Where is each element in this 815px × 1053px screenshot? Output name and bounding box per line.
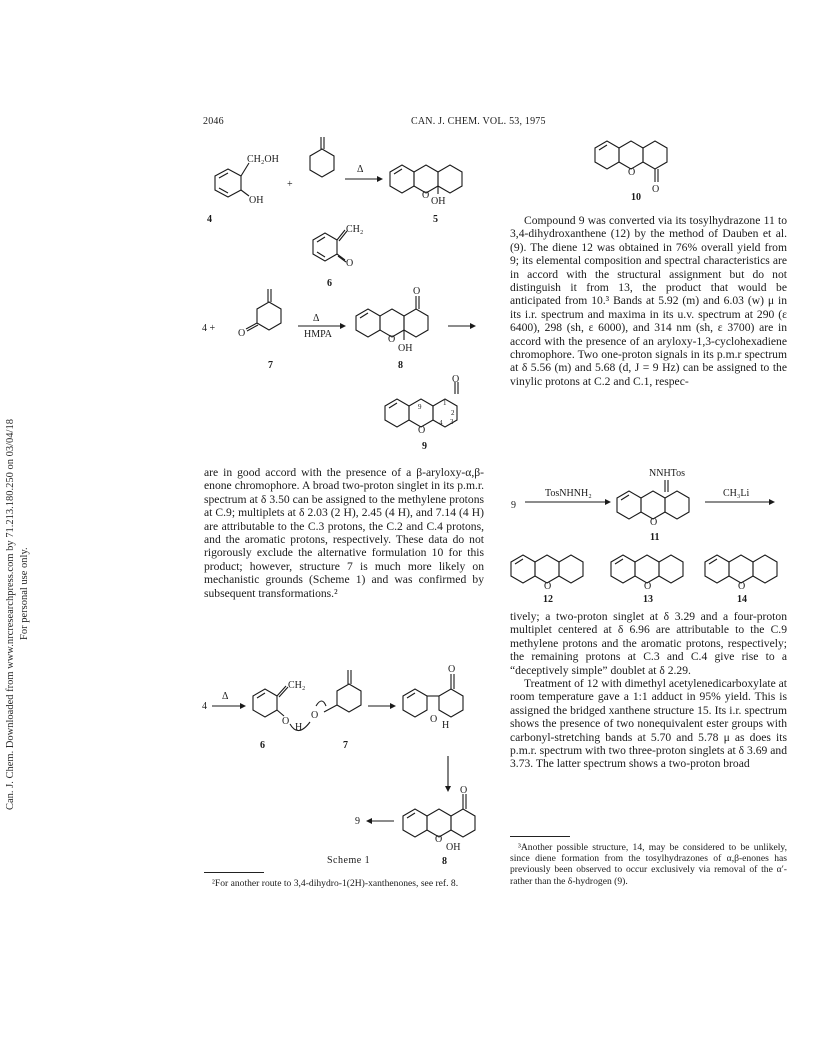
page-number: 2046 [203,116,224,127]
ch2oh-text: CH₂OH [247,154,279,165]
svg-text:O: O [435,834,443,845]
compound-label-5: 5 [433,214,438,225]
oh-text-b: OH [431,196,446,207]
download-notice [0,250,40,810]
right-paragraph-1 [510,214,787,388]
scheme1-ch2: CH₂ [288,680,306,691]
ring-num-1: 1 [443,399,447,407]
svg-text:O: O [238,328,246,339]
tosnhnh2-text: TosNHNH₂ [545,488,592,499]
lead-text-s3: 4 + [202,323,216,334]
right-paragraph-3-text: Treatment of 12 with dimethyl acetylenedicarboxylate at room temperature gave a 1:1 adduct in 95% yield. This is assigned the bridged xanthene structure 15. Its i.r. spectrum shows the presence of two nonequivalent ester groups with carbonyl-stretching bands at 5.70 and 5.78 μ as does its p.m.r. spectrum with two three-proton singlets at δ 3.69 and 3.73. The latter spectrum shows a two-proton broad [510,677,787,771]
compound-label-13: 13 [643,594,653,605]
svg-text:O: O [311,710,319,721]
svg-text:O: O [650,517,658,528]
footnote-right [510,842,787,887]
structure-14 [705,555,777,592]
compound-label-14: 14 [737,594,747,605]
scheme1-o: O [282,716,290,727]
structure-7-to-8 [198,286,488,376]
structure-10 [585,130,705,210]
svg-text:O: O [418,425,426,436]
compound-label-11: 11 [650,532,660,543]
compound-label-12: 12 [543,594,553,605]
scheme1-label-8: 8 [442,856,447,867]
ring-num-4: 4 [439,419,443,427]
footnote-left-text: ²For another route to 3,4-dihydro-1(2H)-xanthenones, see ref. 8. [212,878,459,889]
left-paragraph-text: are in good accord with the presence of a β-aryloxy-α,β-enone chromophore. A broad two-proton singlet in its p.m.r. spectrum at δ 3.50 can be assigned to the methylene protons at C.9; multiplets at δ 2.03 (2 H), 2.45 (4 H), and 7.14 (4 H) are attributable to the C.3 protons, the C.2 and C.4 protons, and the aromatic protons, respectively. These data do not rigorously exclude the alternative formulation 10 for this product; however, structure 7 is much more likely on mechanistic grounds (Scheme 1) and was confirmed by subsequent transformations.² [204,466,484,600]
compound-label-9: 9 [422,441,427,452]
scheme-caption: Scheme 1 [327,855,371,866]
running-head: CAN. J. CHEM. VOL. 53, 1975 [411,116,546,127]
download-notice-line2: For personal use only. [19,547,30,640]
compound-label-7: 7 [268,360,273,371]
oh-text-8: OH [398,343,413,354]
footnote-right-text: ³Another possible structure, 14, may be considered to be unlikely, since diene formation from the tosylhydrazones of α,β-enones has previously been observed to occur exclusively via removal of the α′- rather than the δ-hydrogen (9). [510,842,787,887]
delta-text-s3: Δ [313,313,320,324]
footnote-rule-left [204,872,264,873]
right-paragraph-1-text: Compound 9 was converted via its tosylhydrazone 11 to 3,4-dihydroxanthene (12) by the method of Dauben et al. (9). The diene 12 was obtained in 76% overall yield from 9; its elemental composition and spectral characteristics are in accord with the structural assignment but do not distinguish it from 13, the product that would be anticipated from 10.³ Bands at 5.92 (m) and 6.03 (w) μ in its i.r. spectrum and maxima in its u.v. spectrum at 290 (ε 6400), 298 (sh, ε 6000), and 314 nm (sh, ε 3700) are in accord with the presence of an aryloxy-1,3-cyclohexadiene chromophore. Two one-proton signals in its p.m.r spectrum at δ 5.56 (m) and 5.68 (d, J = 9 Hz) can be assigned to the vinylic protons at C.2 and C.1, respec- [510,214,787,388]
structure-13 [611,555,683,592]
structure-4-to-5 [195,132,485,227]
ring-num-9: 9 [418,403,422,411]
scheme1-h: H [295,722,303,733]
ring-o-5: O [422,190,430,201]
compound-label-10: 10 [631,192,641,203]
oh-text-a: OH [249,195,264,206]
ch3li-text: CH₃Li [723,488,750,499]
o-text-6: O [346,258,354,269]
plus-sign: + [287,179,293,190]
structure-6 [305,222,385,292]
compound-label-8: 8 [398,360,403,371]
svg-text:O: O [388,334,396,345]
ch2-text-6: CH₂ [346,224,364,235]
svg-text:O: O [652,184,660,195]
lead-text-s6: 9 [511,500,516,511]
scheme1-9: 9 [355,816,360,827]
hmpa-text: HMPA [304,329,332,340]
scheme1-label-6: 6 [260,740,265,751]
o-text-9a: O [452,374,460,385]
delta-text: Δ [357,164,364,175]
svg-text:O: O [460,785,468,796]
svg-text:O: O [644,581,652,592]
footnote-left [204,878,484,889]
left-paragraph [204,466,484,600]
right-paragraph-2 [510,610,787,771]
scheme1-lead: 4 [202,701,207,712]
compound-label-4: 4 [207,214,212,225]
scheme1-delta: Δ [222,691,229,702]
scheme1-h2: H [442,720,450,731]
o-text-10: O [628,167,636,178]
nnhtos-text: NNHTos [649,468,685,479]
right-paragraph-2-text: tively; a two-proton singlet at δ 3.29 and a four-proton multiplet centered at δ 6.96 are attributable to the C.9 methylene protons and the aromatic protons, respectively; the remaining protons at C.3 and C.4 give rise to a “deceptively simple” doublet at δ 2.29. [510,610,787,677]
structures-12-13-14 [505,550,795,605]
scheme1-oh: OH [446,842,461,853]
structure-9 [375,376,485,456]
compound-label-6: 6 [327,278,332,289]
structure-12 [511,555,583,592]
ring-num-3: 3 [450,418,454,426]
download-notice-line1: Can. J. Chem. Downloaded from www.nrcresearchpress.com by 71.213.180.250 on 03/04/18 [5,419,16,810]
svg-text:O: O [413,286,421,297]
svg-text:O: O [448,664,456,675]
svg-text:O: O [430,714,438,725]
svg-text:O: O [544,581,552,592]
scheme1-label-7: 7 [343,740,348,751]
scheme-1-diagram [198,666,498,866]
svg-text:O: O [738,581,746,592]
ring-num-2: 2 [451,409,455,417]
structure-11-reaction [505,466,795,546]
footnote-rule-right [510,836,570,837]
